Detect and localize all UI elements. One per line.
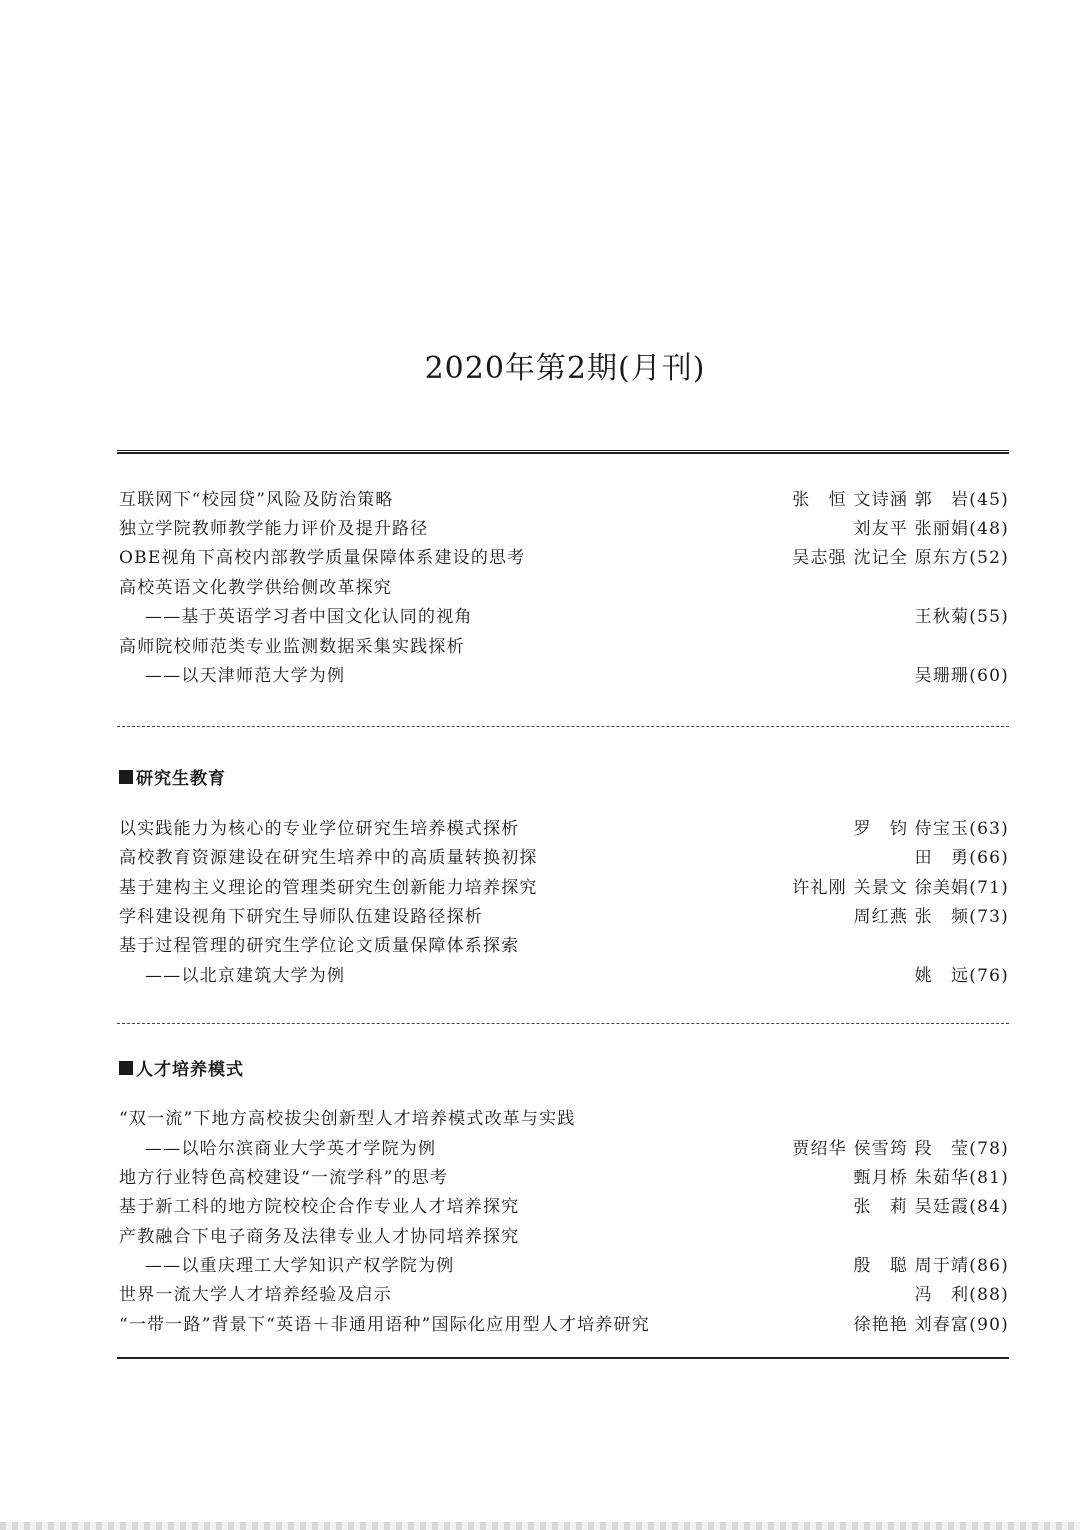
entry-subtitle: ——以天津师范大学为例 (145, 666, 346, 686)
entry-page: ( 78 ) (969, 1139, 1009, 1159)
entry-title: 互联网下“校园贷”风险及防治策略 (119, 490, 394, 510)
entry-byline (915, 1283, 1009, 1307)
entry-byline (792, 488, 1009, 512)
entry-authors: 周红燕 张 频 (853, 907, 970, 927)
entry-authors: 刘友平 张丽娟 (853, 519, 970, 539)
entry-authors: 冯 利 (914, 1285, 970, 1305)
toc-entry[interactable] (119, 1313, 1009, 1337)
entry-page: ( 84 ) (969, 1197, 1009, 1217)
toc-entry-subtitle[interactable] (119, 1137, 1009, 1161)
entry-page: ( 63 ) (969, 819, 1009, 839)
section-heading-label: 人才培养模式 (136, 1060, 244, 1080)
entry-page: ( 48 ) (969, 519, 1009, 539)
toc-entry[interactable] (119, 1107, 1009, 1131)
toc-entry[interactable] (119, 846, 1009, 870)
entry-authors: 殷 聪 周于靖 (853, 1256, 970, 1276)
entry-authors: 王秋菊 (914, 607, 970, 627)
toc-entry[interactable] (119, 1225, 1009, 1249)
toc-entry[interactable] (119, 876, 1009, 900)
square-bullet-icon (119, 770, 133, 784)
toc-entry[interactable] (119, 576, 1009, 600)
entry-title: 以实践能力为核心的专业学位研究生培养模式探析 (119, 819, 520, 839)
square-bullet-icon (119, 1061, 133, 1075)
entry-title: 产教融合下电子商务及法律专业人才协同培养探究 (119, 1227, 520, 1247)
entry-byline (792, 546, 1009, 570)
entry-authors: 张 莉 吴廷霞 (853, 1197, 970, 1217)
scan-edge-strip (0, 1522, 1080, 1530)
entry-subtitle: ——以重庆理工大学知识产权学院为例 (145, 1256, 455, 1276)
toc-entry-subtitle[interactable] (119, 964, 1009, 988)
toc-entry-subtitle[interactable] (119, 664, 1009, 688)
entry-byline (853, 905, 1009, 929)
entry-title: 高师院校师范类专业监测数据采集实践探析 (119, 637, 465, 657)
entry-title: 地方行业特色高校建设“一流学科”的思考 (119, 1168, 449, 1188)
entry-byline (915, 964, 1009, 988)
entry-title: 世界一流大学人才培养经验及启示 (119, 1285, 392, 1305)
entry-authors: 甄月桥 朱茹华 (853, 1168, 970, 1188)
bottom-rule (117, 1357, 1009, 1359)
entry-title: “一带一路”背景下“英语＋非通用语种”国际化应用型人才培养研究 (119, 1315, 650, 1335)
entry-page: ( 81 ) (969, 1168, 1009, 1188)
entry-authors: 吴志强 沈记全 原东方 (792, 548, 970, 568)
toc-entry[interactable] (119, 635, 1009, 659)
entry-authors: 徐艳艳 刘春富 (853, 1315, 970, 1335)
entry-title: 高校教育资源建设在研究生培养中的高质量转换初探 (119, 848, 538, 868)
toc-entry[interactable] (119, 488, 1009, 512)
toc-entry[interactable] (119, 934, 1009, 958)
toc-entry[interactable] (119, 517, 1009, 541)
entry-subtitle: ——以北京建筑大学为例 (145, 966, 346, 986)
toc-entry[interactable] (119, 1166, 1009, 1190)
entry-byline (792, 1137, 1009, 1161)
entry-byline (915, 846, 1009, 870)
entry-byline (792, 876, 1009, 900)
entry-authors: 张 恒 文诗涵 郭 岩 (792, 490, 970, 510)
entry-subtitle: ——以哈尔滨商业大学英才学院为例 (145, 1139, 437, 1159)
section-divider (117, 726, 1009, 727)
entry-page: ( 86 ) (969, 1256, 1009, 1276)
entry-byline (853, 1166, 1009, 1190)
section-heading (119, 1055, 244, 1080)
entry-authors: 吴珊珊 (914, 666, 970, 686)
entry-byline (853, 1254, 1009, 1278)
entry-subtitle: ——基于英语学习者中国文化认同的视角 (145, 607, 473, 627)
toc-entry[interactable] (119, 1195, 1009, 1219)
entry-title: 独立学院教师教学能力评价及提升路径 (119, 519, 429, 539)
entry-title: 高校英语文化教学供给侧改革探究 (119, 578, 392, 598)
entry-title: 学科建设视角下研究生导师队伍建设路径探析 (119, 907, 483, 927)
entry-authors: 田 勇 (914, 848, 970, 868)
toc-entry[interactable] (119, 905, 1009, 929)
entry-page: ( 60 ) (969, 666, 1009, 686)
entry-byline (915, 605, 1009, 629)
entry-byline (915, 664, 1009, 688)
entry-page: ( 45 ) (969, 490, 1009, 510)
entry-page: ( 71 ) (969, 878, 1009, 898)
entry-page: ( 52 ) (969, 548, 1009, 568)
entry-page: ( 88 ) (969, 1285, 1009, 1305)
entry-authors: 罗 钧 侍宝玉 (853, 819, 970, 839)
section-divider (117, 1023, 1009, 1024)
entry-title: 基于建构主义理论的管理类研究生创新能力培养探究 (119, 878, 538, 898)
entry-title: 基于过程管理的研究生学位论文质量保障体系探索 (119, 936, 520, 956)
entry-page: ( 73 ) (969, 907, 1009, 927)
entry-page: ( 66 ) (969, 848, 1009, 868)
toc-entry-subtitle[interactable] (119, 1254, 1009, 1278)
entry-byline (853, 517, 1009, 541)
entry-authors: 姚 远 (914, 966, 970, 986)
entry-page: ( 90 ) (969, 1315, 1009, 1335)
toc-entry[interactable] (119, 1283, 1009, 1307)
entry-byline (853, 1313, 1009, 1337)
top-double-rule (117, 450, 1009, 454)
entry-page: ( 55 ) (969, 607, 1009, 627)
page-title: 2020年第2期(月刊) (424, 351, 706, 386)
section-heading-label: 研究生教育 (136, 769, 226, 789)
entry-authors: 许礼刚 关景文 徐美娟 (792, 878, 970, 898)
entry-byline (853, 1195, 1009, 1219)
toc-entry[interactable] (119, 546, 1009, 570)
entry-title: “双一流”下地方高校拔尖创新型人才培养模式改革与实践 (119, 1109, 576, 1129)
entry-byline (853, 817, 1009, 841)
entry-title: OBE视角下高校内部教学质量保障体系建设的思考 (119, 548, 526, 568)
entry-authors: 贾绍华 侯雪筠 段 莹 (792, 1139, 970, 1159)
toc-entry-subtitle[interactable] (119, 605, 1009, 629)
section-heading (119, 764, 226, 789)
entry-page: ( 76 ) (969, 966, 1009, 986)
entry-title: 基于新工科的地方院校校企合作专业人才培养探究 (119, 1197, 520, 1217)
toc-entry[interactable] (119, 817, 1009, 841)
